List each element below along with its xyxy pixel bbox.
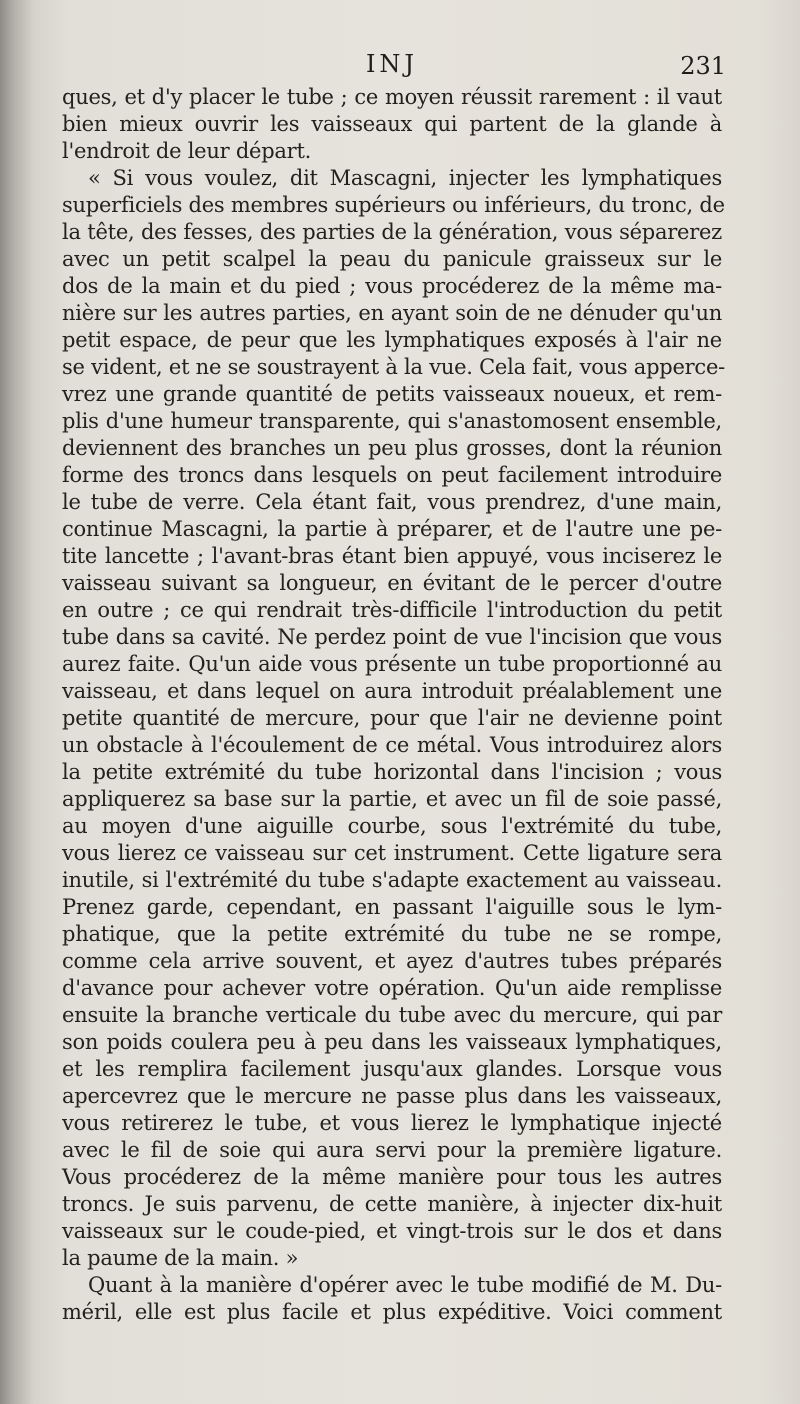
text-line: plis d'une humeur transparente, qui s'anastomosent ensemble, <box>62 409 722 433</box>
text-line: la paume de la main. » <box>62 1246 299 1270</box>
text-line: vous retirerez le tube, et vous lierez le lymphatique injecté <box>62 1111 722 1135</box>
text-line: vaisseau suivant sa longueur, en évitant de le percer d'outre <box>62 571 722 595</box>
text-line: Quant à la manière d'opérer avec le tube modifié de M. Du- <box>88 1273 722 1297</box>
text-line: au moyen d'une aiguille courbe, sous l'extrémité du tube, <box>62 814 722 838</box>
text-line: « Si vous voulez, dit Mascagni, injecter les lymphatiques <box>88 166 722 190</box>
text-line: inutile, si l'extrémité du tube s'adapte exactement au vaisseau. <box>62 868 722 892</box>
text-line: un obstacle à l'écoulement de ce métal. Vous introduirez alors <box>62 733 722 757</box>
text-line: petite quantité de mercure, pour que l'air ne devienne point <box>62 706 722 730</box>
text-line: Vous procéderez de la même manière pour tous les autres <box>62 1165 722 1189</box>
text-line: superficiels des membres supérieurs ou inférieurs, du tronc, de <box>62 193 725 217</box>
text-line: bien mieux ouvrir les vaisseaux qui partent de la glande à <box>62 112 722 136</box>
body-text <box>62 84 725 1326</box>
page-number: 231 <box>680 52 726 80</box>
text-line: se vident, et ne se soustrayent à la vue. Cela fait, vous apperce- <box>62 355 725 379</box>
text-line: ensuite la branche verticale du tube avec du mercure, qui par <box>62 1003 722 1027</box>
text-line: méril, elle est plus facile et plus expéditive. Voici comment <box>62 1300 722 1324</box>
text-line: en outre ; ce qui rendrait très-difficile l'introduction du petit <box>62 598 722 622</box>
text-line: troncs. Je suis parvenu, de cette manière, à injecter dix-huit <box>62 1192 722 1216</box>
text-line: tite lancette ; l'avant-bras étant bien appuyé, vous inciserez le <box>62 544 722 568</box>
page-header <box>62 48 726 82</box>
running-head: INJ <box>365 50 419 78</box>
text-line: dos de la main et du pied ; vous procéderez de la même ma- <box>62 274 722 298</box>
text-line: l'endroit de leur départ. <box>62 139 312 163</box>
text-line: apercevrez que le mercure ne passe plus dans les vaisseaux, <box>62 1084 722 1108</box>
text-line: deviennent des branches un peu plus grosses, dont la réunion <box>62 436 722 460</box>
text-line: vaisseaux sur le coude-pied, et vingt-trois sur le dos et dans <box>62 1219 722 1243</box>
text-line: tube dans sa cavité. Ne perdez point de vue l'incision que vous <box>62 625 722 649</box>
text-line: appliquerez sa base sur la partie, et avec un fil de soie passé, <box>62 787 722 811</box>
text-line: la tête, des fesses, des parties de la génération, vous séparerez <box>62 220 722 244</box>
text-line: forme des troncs dans lesquels on peut facilement introduire <box>62 463 722 487</box>
text-line: le tube de verre. Cela étant fait, vous prendrez, d'une main, <box>62 490 722 514</box>
text-line: son poids coulera peu à peu dans les vaisseaux lymphatiques, <box>62 1030 722 1054</box>
text-line: avec le fil de soie qui aura servi pour la première ligature. <box>62 1138 722 1162</box>
text-line: petit espace, de peur que les lymphatiques exposés à l'air ne <box>62 328 722 352</box>
text-line: phatique, que la petite extrémité du tube ne se rompe, <box>62 922 722 946</box>
text-line: nière sur les autres parties, en ayant soin de ne dénuder qu'un <box>62 301 722 325</box>
text-line: vrez une grande quantité de petits vaisseaux noueux, et rem- <box>62 382 722 406</box>
text-line: vaisseau, et dans lequel on aura introduit préalablement une <box>62 679 722 703</box>
text-line: vous lierez ce vaisseau sur cet instrument. Cette ligature sera <box>62 841 722 865</box>
text-line: la petite extrémité du tube horizontal dans l'incision ; vous <box>62 760 722 784</box>
text-line: et les remplira facilement jusqu'aux glandes. Lorsque vous <box>62 1057 722 1081</box>
text-line: ques, et d'y placer le tube ; ce moyen réussit rarement : il vaut <box>62 85 722 109</box>
text-line: Prenez garde, cependant, en passant l'aiguille sous le lym- <box>62 895 722 919</box>
text-line: continue Mascagni, la partie à préparer, et de l'autre une pe- <box>62 517 722 541</box>
text-line: aurez faite. Qu'un aide vous présente un tube proportionné au <box>62 652 722 676</box>
text-line: comme cela arrive souvent, et ayez d'autres tubes préparés <box>62 949 722 973</box>
text-line: d'avance pour achever votre opération. Qu'un aide remplisse <box>62 976 722 1000</box>
text-line: avec un petit scalpel la peau du panicule graisseux sur le <box>62 247 722 271</box>
